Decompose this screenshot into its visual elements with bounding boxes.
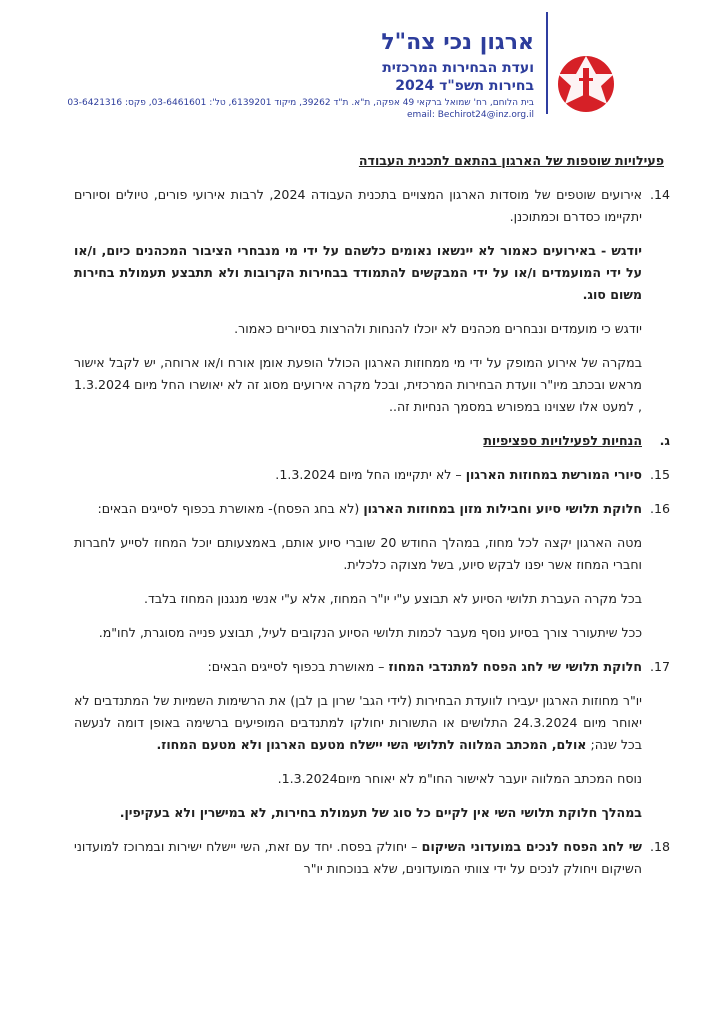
subsection-heading — [74, 430, 670, 452]
item-text: – יחולק בפסח. יחד עם זאת, השי יישלח ישירות ובמרוכז למועדוני השיקום ויחולק לנכים על ידי צוותי המועדונים, שלא בנוכחות יו"ר — [74, 839, 642, 876]
contact-address: בית הלוחם, רח' שמואל ברקאי 49 אפקה, ת"א. ת"ד 39262, מיקוד 6139201, טל': 03-6461601, פקס: 03-6421316 — [67, 98, 534, 108]
committee-name: ועדת הבחירות המרכזית — [382, 60, 534, 76]
elections-year: בחירות תשפ"ד 2024 — [395, 78, 534, 94]
item-17 — [74, 656, 670, 678]
item-text: (לא בחג הפסח)- מאושרת בכפוף לסייגים הבאים: — [97, 501, 364, 516]
item-bold-label: סיורי המורשת במחוזות הארגון — [465, 467, 642, 482]
item-bold-label: שי לחג הפסח לנכים במועדוני השיקום — [421, 839, 642, 854]
emphasis-paragraph: יודגש - באירועים כאמור לא יינשאו נאומים כלשהם על ידי מי מנבחרי הציבור המכהנים כיום, ו/או על ידי המועמדים ו/או על ידי המבקשים להתמודד בבחירות הקרובות ולא תתבצע תעמולת בחירות משום סוג. — [74, 243, 642, 302]
item-number: 15. — [649, 467, 670, 482]
item-number: 18. — [649, 839, 670, 854]
paragraph: מטה הארגון יקצה לכל מחוז, במהלך החודש 20 שוברי סיוע אותם, באמצעותם יוכל המחוז לסייע לחברות וחברי המחוז אשר יפנו לבקש סיוע, בשל מצוקה כלכלית. — [74, 535, 642, 572]
item-text: אירועים שוטפים של מוסדות הארגון המצויים בתכנית העבודה 2024, לרבות אירועי פורים, טיולים וסיורים יתקיימו כסדרם וכמתוכנן. — [74, 187, 642, 224]
item-16 — [74, 498, 670, 520]
section-title: פעילויות שוטפות של הארגון בהתאם לתכנית העבודה — [358, 153, 664, 168]
paragraph: בכל מקרה העברת תלושי הסיוע לא תבוצע ע"י יו"ר המחוז, אלא ע"י אנשי מנגנון המחוז בלבד. — [143, 591, 642, 606]
item-15 — [74, 464, 670, 486]
contact-email: email: Bechirot24@inz.org.il — [407, 110, 534, 120]
org-name: ארגון נכי צה"ל — [381, 30, 534, 55]
paragraph: ככל שיתעורר צורך בסיוע נוסף מעבר לכמות תלושי הסיוע הנקובים לעיל, תבוצע פנייה מסוגרת, לחו"מ. — [98, 625, 642, 640]
item-number: 16. — [649, 501, 670, 516]
paragraph — [74, 690, 664, 756]
document-body — [74, 150, 670, 892]
item-number: 14. — [649, 187, 670, 202]
paragraph: יודגש כי מועמדים ונבחרים מכהנים לא יוכלו להנחות ולהרצות בסיורים כאמור. — [234, 321, 642, 336]
emphasis-paragraph: במהלך חלוקת תלושי השי אין לקיים כל סוג של תעמולת בחירות, לא במישרין ולא בעקיפין. — [119, 805, 642, 820]
subsection-letter: ג. — [659, 433, 670, 448]
paragraph-emphasis: אולם, המכתב המלווה לתלושי השי יישלח מטעם הארגון ולא מטעם המחוז. — [156, 737, 587, 752]
item-bold-label: חלוקת תלושי שי לחג הפסח למתנדבי המחוז — [388, 659, 642, 674]
item-text: – מאושרת בכפוף לסייגים הבאים: — [207, 659, 389, 674]
item-18 — [74, 836, 670, 880]
paragraph: במקרה של אירוע המופק על ידי מי ממחוזות הארגון הכולל הופעת אומן אורח ו/או ארוחה, יש לקבל אישור מראש ובכתב מיו"ר וועדת הבחירות המרכזית, ובכל מקרה אירועים מסוג זה לא יאושרו החל מיום 1.3.2024 , למעט אלו שצוינו במפורש במסמך הנחיות זה.. — [74, 355, 642, 414]
paragraph-text: יו"ר מחוזות הארגון יעבירו לוועדת הבחירות (לידי הגב' שרון בן לבן) את הרשימות השמיות של המתנדבים לא יאוחר מיום 24.3.2024 התלושים או התשורות יחולקו למתנדבים המופיעים ברשימה באופן דומה לנעשה בכל שנה; — [74, 693, 643, 752]
item-number: 17. — [649, 659, 670, 674]
item-bold-label: חלוקת תלושי סיוע וחבילות מזון במחוזות הארגון — [363, 501, 642, 516]
paragraph: נוסח המכתב המלווה יועבר לאישור החו"מ לא יאוחר מיום1.3.2024. — [277, 771, 642, 786]
item-14 — [74, 184, 670, 228]
subsection-title: הנחיות לפעילויות ספציפיות — [483, 433, 642, 448]
item-text: – לא יתקיימו החל מיום 1.3.2024. — [275, 467, 466, 482]
organization-logo-icon — [555, 48, 617, 114]
header-divider — [546, 12, 548, 114]
